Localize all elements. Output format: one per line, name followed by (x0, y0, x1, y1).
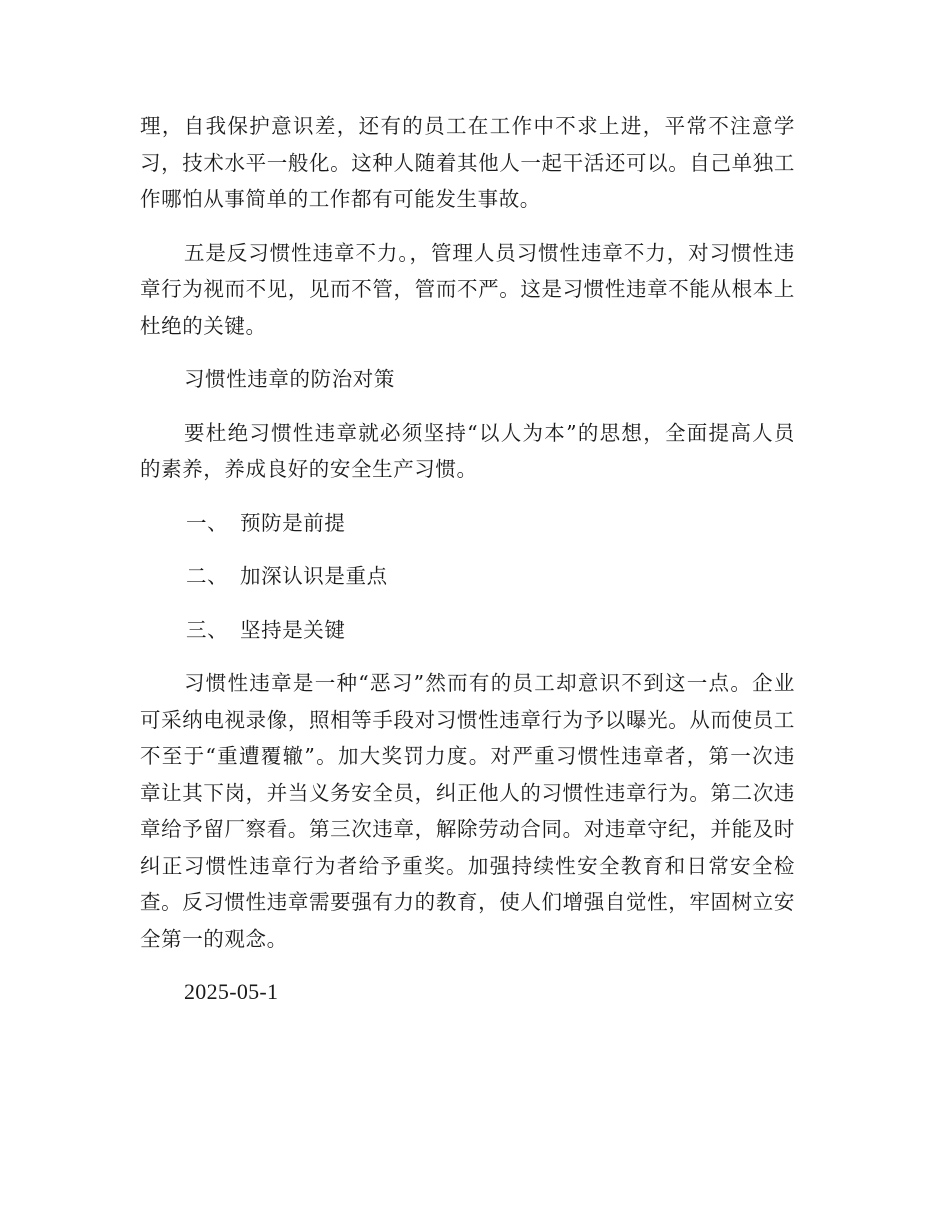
paragraph-intro: 要杜绝习惯性违章就必须坚持“以人为本”的思想，全面提高人员的素养，养成良好的安全生产习惯。 (140, 420, 795, 481)
list-item-number: 一、 (186, 510, 229, 535)
list-item-number: 二、 (186, 564, 229, 588)
list-item (140, 505, 795, 542)
list-item (140, 558, 795, 595)
list-item (140, 612, 795, 649)
section-heading: 习惯性违章的防治对策 (184, 367, 395, 391)
paragraph-continuation: 理，自我保护意识差，还有的员工在工作中不求上进，平常不注意学习，技术水平一般化。这种人随着其他人一起干活还可以。自己单独工作哪怕从事简单的工作都有可能发生事故。 (140, 114, 795, 211)
document-date: 2025-05-1 (184, 979, 279, 1004)
document-body (140, 108, 795, 1011)
list-item-number: 三、 (186, 617, 229, 642)
paragraph-point-five: 五是反习惯性违章不力。，管理人员习惯性违章不力，对习惯性违章行为视而不见，见而不管，管而不严。这是习惯性违章不能从根本上杜绝的关键。 (140, 240, 795, 338)
list-item-text: 预防是前提 (240, 510, 346, 535)
list-item-text: 加深认识是重点 (240, 564, 388, 588)
paragraph-measures: 习惯性违章是一种“恶习”然而有的员工却意识不到这一点。企业可采纳电视录像，照相等手段对习惯性违章行为予以曝光。从而使员工不至于“重遭覆辙”。加大奖罚力度。对严重习惯性违章者，第一次违章让其下岗，并当义务安全员，纠正他人的习惯性违章行为。第二次违章给予留厂察看。第三次违章，解除劳动合同。对违章守纪，并能及时纠正习惯性违章行为者给予重奖。加强持续性安全教育和日常安全检查。反习惯性违章需要强有力的教育，使人们增强自觉性，牢固树立安全第一的观念。 (140, 671, 795, 951)
list-item-text: 坚持是关键 (240, 617, 346, 642)
